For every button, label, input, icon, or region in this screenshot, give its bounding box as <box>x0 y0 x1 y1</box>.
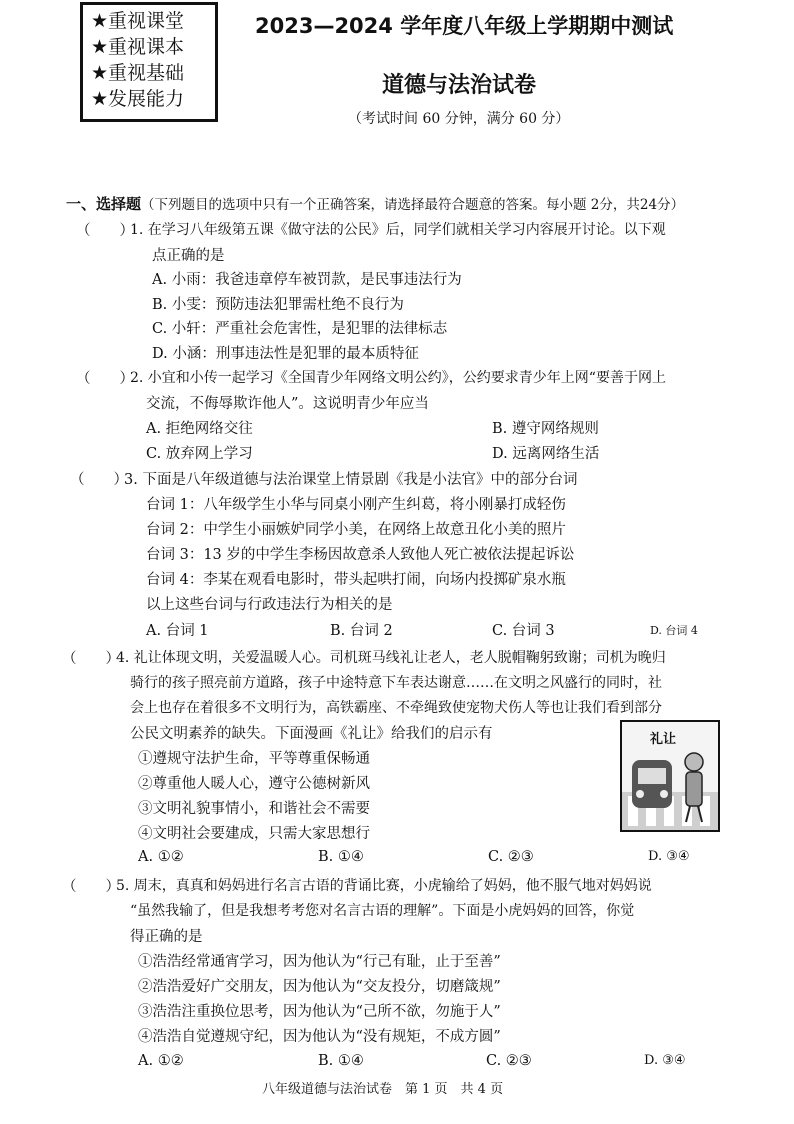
question-2-line: 2. 小宜和小传一起学习《全国青少年网络文明公约》，公约要求青少年上网“要善于网上 <box>130 370 666 386</box>
stamp-line: ★重视课本 <box>91 36 185 58</box>
question-3-option: D. 台词 4 <box>650 624 698 637</box>
question-5-option: B. ①④ <box>318 1053 364 1069</box>
question-1-line: 点正确的是 <box>152 248 225 264</box>
question-4-item: ①遵规守法护生命，平等尊重保畅通 <box>138 751 370 767</box>
question-5-option: A. ①② <box>138 1053 184 1069</box>
question-5-item: ④浩浩自觉遵规守纪，因为他认为“没有规矩，不成方圆” <box>138 1029 501 1045</box>
question-1-option: D. 小涵：刑事违法性是犯罪的最本质特征 <box>152 346 419 362</box>
question-5-item: ①浩浩经常通宵学习，因为他认为“行己有耻，止于至善” <box>138 954 501 970</box>
question-4-option: A. ①② <box>138 849 184 865</box>
question-3-line: 台词 4：李某在观看电影时，带头起哄打闹，向场内投掷矿泉水瓶 <box>146 572 566 588</box>
question-4-option: D. ③④ <box>648 849 690 864</box>
question-4-item: ②尊重他人暖人心，遵守公德树新风 <box>138 776 370 792</box>
question-1-option: A. 小雨：我爸违章停车被罚款，是民事违法行为 <box>152 272 462 288</box>
question-4-line: 骑行的孩子照亮前方道路，孩子中途特意下车表达谢意……在文明之风盛行的同时，社 <box>130 675 662 691</box>
question-3-line: 3. 下面是八年级道德与法治课堂上情景剧《我是小法官》中的部分台词 <box>124 472 578 488</box>
question-2-option: A. 拒绝网络交往 <box>146 421 253 437</box>
question-5-line: 得正确的是 <box>130 929 203 945</box>
answer-blank[interactable]: （ ） <box>62 651 120 667</box>
exam-subject-title: 道德与法治试卷 <box>382 73 537 98</box>
exam-title: 2023—2024 学年度八年级上学期期中测试 <box>255 14 674 38</box>
section-label: 一、选择题 <box>66 195 142 213</box>
question-3-option: C. 台词 3 <box>492 623 555 639</box>
question-3-line: 台词 2：中学生小丽嫉妒同学小美，在网络上故意丑化小美的照片 <box>146 522 566 538</box>
question-3-option: A. 台词 1 <box>146 623 209 639</box>
emphasis-stamp-box <box>80 2 218 122</box>
question-3-option: B. 台词 2 <box>330 623 393 639</box>
question-4-option: B. ①④ <box>318 849 364 865</box>
answer-blank[interactable]: （ ） <box>70 472 128 488</box>
answer-blank[interactable]: （ ） <box>76 371 134 387</box>
stamp-line: ★重视基础 <box>91 62 185 84</box>
question-3-line: 台词 3：13 岁的中学生李杨因故意杀人致他人死亡被依法提起诉讼 <box>146 547 575 563</box>
question-4-line: 会上也存在着很多不文明行为，高铁霸座、不牵绳致使宠物犬伤人等也让我们看到部分 <box>130 700 662 716</box>
section-instruction: （下列题目的选项中只有一个正确答案，请选择最符合题意的答案。每小题 2分，共24分） <box>141 197 685 213</box>
question-5-item: ③浩浩注重换位思考，因为他认为“己所不欲，勿施于人” <box>138 1004 501 1020</box>
question-1-line: 1. 在学习八年级第五课《做守法的公民》后，同学们就相关学习内容展开讨论。以下观 <box>130 222 666 238</box>
cartoon-image <box>620 720 720 832</box>
stamp-line: ★重视课堂 <box>91 10 185 32</box>
question-4-line: 4. 礼让体现文明，关爱温暖人心。司机斑马线礼让老人，老人脱帽鞠躬致谢；司机为晚归 <box>116 650 666 666</box>
question-5-line: “虽然我输了，但是我想考考您对名言古语的理解”。下面是小虎妈妈的回答，你觉 <box>130 903 635 919</box>
question-5-option: C. ②③ <box>486 1053 532 1069</box>
question-4-option: C. ②③ <box>488 849 534 865</box>
section-heading <box>66 193 684 214</box>
question-3-line: 台词 1：八年级学生小华与同桌小刚产生纠葛，将小刚暴打成轻伤 <box>146 497 566 513</box>
question-4-item: ④文明社会要建成，只需大家思想行 <box>138 826 370 842</box>
exam-note: （考试时间 60 分钟，满分 60 分） <box>348 111 570 127</box>
question-2-option: C. 放弃网上学习 <box>146 446 253 462</box>
question-3-line: 以上这些台词与行政违法行为相关的是 <box>146 597 393 613</box>
stamp-line: ★发展能力 <box>91 88 185 110</box>
question-2-option: D. 远离网络生活 <box>492 446 600 462</box>
question-1-option: B. 小雯：预防违法犯罪需杜绝不良行为 <box>152 297 404 313</box>
answer-blank[interactable]: （ ） <box>76 223 134 239</box>
question-2-option: B. 遵守网络规则 <box>492 421 599 437</box>
question-5-option: D. ③④ <box>644 1053 686 1068</box>
question-4-line: 公民文明素养的缺失。下面漫画《礼让》给我们的启示有 <box>130 726 493 742</box>
question-5-line: 5. 周末，真真和妈妈进行名言古语的背诵比赛，小虎输给了妈妈，他不服气地对妈妈说 <box>116 878 652 894</box>
question-1-option: C. 小轩：严重社会危害性，是犯罪的法律标志 <box>152 321 448 337</box>
cartoon-label: 礼让 <box>650 732 677 747</box>
question-2-line: 交流，不侮辱欺诈他人”。这说明青少年应当 <box>146 396 429 412</box>
page-footer: 八年级道德与法治试卷 第 1 页 共 4 页 <box>262 1082 504 1097</box>
answer-blank[interactable]: （ ） <box>62 879 120 895</box>
question-4-item: ③文明礼貌事情小，和谐社会不需要 <box>138 801 370 817</box>
question-5-item: ②浩浩爱好广交朋友，因为他认为“交友投分，切磨箴规” <box>138 979 501 995</box>
